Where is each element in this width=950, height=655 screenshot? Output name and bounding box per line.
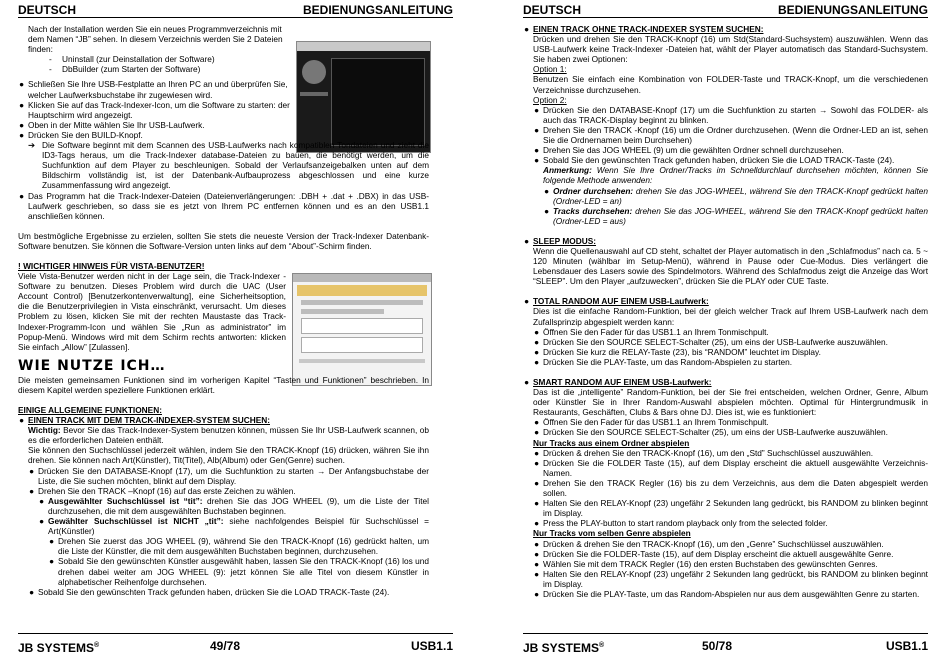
smart-random-title: SMART RANDOM AUF EINEM USB-Laufwerk: bbox=[533, 377, 712, 387]
page-body: ● EINEN TRACK OHNE TRACK-INDEXER SYSTEM SUCHEN: Drücken und drehen Sie den TRACK-Knopf (16) um Std(Standard-Suchsystem) auszuwählen. Wenn das USB-Laufwerk keine Track-Indexer -Dateien hat, wählt der Player automatisch das Standard-Suchsystem. Sie haben zwei Optionen: Option 1: Benutzen Sie einfach eine Kombination von FOLDER-Taste und TRACK-Knopf, um die verschiedenen Verzeichnisse durchzusehen. Option 2: ● Drücken Sie den DATABASE-Knopf (17) um die Suchfunktion zu starten → Sowohl das FOLDER- als auch das TRACK-Display beginnt zu blinken. ● Drehen Sie den TRACK -Knopf (16) um die Ordner durchzusehen. (Wenn die Ordner-LED an ist, sehen Sie die Ordnernamen beim Durchsehen) ● Drehen Sie das JOG WHEEL (9) um die gewählten Ordner schnell durchzusehen. ● Sobald Sie den gewünschten Track gefunden haben, drücken Sie die LOAD TRACK-Taste (24). Anmerkung: Wenn Sie Ihre Ordner/Tracks im Schnelldurchlauf durchsehen möchten, können Sie folgende Methode anwenden: ● Ordner durchsehen: drehen Sie das JOG-WHEEL, während Sie den TRACK-Knopf gedrückt halten (Ordner-LED = an) ● Tracks durchsehen: drehen Sie das JOG-WHEEL, während Sie den TRACK-Knopf gedrückt halten (Ordner-LED = aus) ● SLEEP MODUS: Wenn die Quellenauswahl auf CD steht, schaltet der Player automatisch in den „Schlafmodus” nach ca. 5 ~ 120 Minuten (wählbar im Setup-Menü), während in Pause oder Cue-Modus. Dies verlängert die Lebensdauer des Lasers sowie des Spindelmotors. Während des Schlafmodus zeigt die Anzeige das Wort “SLEEP”. Um den Player „aufzuwecken”, drücken Sie die PLAY oder CUE Taste. ● TOTAL RANDOM AUF EINEM USB-Laufwerk: Dies ist die einfache Random-Funktion, bei der gleich welcher Track auf Ihrem USB-Laufwerk nach dem Zufallsprinzip abgespielt werden kann: ● Öffnen Sie den Fader für das USB1.1 an Ihrem Tonmischpult. ● Drücken Sie den SOURCE SELECT-Schalter (25), um eins der USB-Laufwerke auszuwählen. ● Drücken Sie kurz die RELAY-Taste (23), bis “RANDOM” leuchtet im Display. ● Drücken Sie die PLAY-Taste, um das Random-Abspielen zu starten. ● SMART RANDOM AUF EINEM USB-Laufwerk: Das ist die „intelligente” Random-Funktion, bei der Sie frei entscheiden, welchen Ordner, Genre, Album oder Künstler Sie in Ihrer Random-Auswahl abspielen möchten. Optimal für Hintergrundmusik in Restaurants, Geschäften, Clubs & Bars ohne DJ. Dies ist, wie es funktioniert: ● Öffnen Sie den Fader für das USB1.1 an Ihrem Tonmischpult. ● Drücken Sie den SOURCE SELECT-Schalter (25), um eins der USB-Laufwerke auszuwählen. Nur Tracks aus einem Ordner abspielen ● Drücken & drehen Sie den TRACK-Knopf (16), um den „Std” Suchschlüssel auszuwählen. ● Drücken Sie die FOLDER Taste (15), auf dem Display erscheint die aktuell ausgewählte Verzeichnis-Namen. ● Drehen Sie den TRACK Regler (16) bis zu dem Verzeichnis, aus dem die Daten abgespielt werden sollen. ● Halten Sie den RELAY-Knopf (23) ungefähr 2 Sekunden lang gedrückt, bis RANDOM zu blinken beginnt im Display. ● Press the PLAY-button to start random playback only from the selected folder. Nur Tracks vom selben Genre abspielen ● Drücken & drehen Sie den TRACK-Knopf (16), um den „Genre” Suchschlüssel auszuwählen. ● Drücken Sie die FOLDER-Taste (15), auf dem Display erscheint die aktuell ausgewählte Genre. ● Wählen Sie mit dem TRACK Regler (16) den ersten Buchstaben des gewünschten Genres. ● Halten Sie den RELAY-Knopf (23) ungefähr 2 Sekunden lang gedrückt, bis RANDOM zu blinken beginnt im Display. ● Drücken Sie die PLAY-Taste, um das Random-Abspielen nur aus dem ausgewählten Genre zu starten. bbox=[524, 24, 928, 599]
search-step: Drücken Sie den DATABASE-Knopf (17), um die Suchfunktion zu starten → Der Anfangsbuchstabe der Liste, die Sie suchen möchten, blinkt auf dem Display. bbox=[38, 465, 429, 486]
search-step: Drehen Sie den TRACK –Knopf (16) auf das erste Zeichen zu wählen. bbox=[38, 485, 296, 496]
intro-list-item: Uninstall (zur Deinstallation der Software) bbox=[62, 54, 215, 65]
genre-random-step: Drücken Sie die PLAY-Taste, um das Random-Abspielen nur aus dem ausgewählten Genre zu starten. bbox=[543, 588, 920, 599]
track-indexer-search-title: EINEN TRACK MIT DEM TRACK-INDEXER-SYSTEM SUCHEN: bbox=[28, 415, 270, 426]
total-random-title: TOTAL RANDOM AUF EINEM USB-Laufwerk: bbox=[533, 296, 709, 307]
step-item: Schließen Sie Ihre USB-Festplatte an Ihren PC an und überprüfen Sie, welcher Laufwerksbuchstabe ihr zugewiesen wird. bbox=[28, 79, 288, 100]
total-random-step: Öffnen Sie den Fader für das USB1.1 an Ihrem Tonmischpult. bbox=[543, 326, 769, 337]
important-text: Bevor Sie das Track-Indexer-System benutzen können, müssen Sie Ihr USB-Laufwerk scannen, ob es die erforderlichen Dateien enthält. bbox=[28, 425, 429, 446]
option2-step: Drehen Sie den TRACK -Knopf (16) um die Ordner durchzusehen. (Wenn die Ordner-LED an ist, sehen Sie die Ordnernamen beim Durchsehen) bbox=[543, 124, 928, 146]
search-key-other-text: siehe nachfolgendes Beispiel für Suchschlüssel = Art(Künstler) bbox=[48, 516, 429, 537]
footer-brand: JB SYSTEMS® bbox=[18, 641, 100, 655]
sleep-mode-title: SLEEP MODUS: bbox=[533, 235, 597, 246]
header-manual-title: BEDIENUNGSANLEITUNG bbox=[302, 3, 453, 17]
footer-rule bbox=[18, 633, 453, 634]
folder-random-step: Halten Sie den RELAY-Knopf (23) ungefähr 2 Sekunden lang gedrückt, bis RANDOM zu blinken beginnt im Display. bbox=[543, 498, 928, 519]
important-label: Wichtig: bbox=[28, 425, 61, 436]
total-random-step: Drücken Sie die PLAY-Taste, um das Random-Abspielen zu starten. bbox=[543, 356, 793, 367]
build-note: Die Software beginnt mit dem Scannen des USB-Laufwerks nach kompatiblen Tondateien und zieht die ID3-Tags heraus, um die Track-Indexer database-Dateien zu bauen, die benötigt werden, um die Suchfunktion auf dem Player zu beschleunigen. Sobald der Verlaufsanzeigebalken unten auf dem Bildschirm vollständig ist, ist der Datenbank-Aufbauprozess abgeschlossen und eine kurze Zusammenfassung wird angezeigt. bbox=[42, 140, 429, 191]
best-results-paragraph: Um bestmögliche Ergebnisse zu erzielen, sollten Sie stets die neueste Version der Track-Indexer Datenbank-Software benutzen. Sie können die Software-Version unten links auf dem “About”-Schirm finden. bbox=[18, 230, 429, 251]
smart-random-text: Das ist die „intelligente” Random-Funktion, bei der Sie frei entscheiden, welchen Ordner, Genre, Album oder Künstler Sie in Ihrer Random-Auswahl abspielen möchten. Optimal für Hintergrundmusik in Restaurants, Geschäften, Clubs & Bars ohne DJ. Dies ist, wie es funktioniert: bbox=[533, 387, 928, 418]
header-language: DEUTSCH bbox=[523, 3, 582, 17]
vista-warning-text: Viele Vista-Benutzer werden nicht in der Lage sein, die Track-Indexer - Software zu benutzen. Dieses Problem wird durch die UAC (User Account Control) [Benutzerkontenverwaltung], eine Sicherheitsoption, die die Benutzerprivilegien in Vista einschränkt, verursacht. Um dieses Problem zu lösen, klicken Sie mit der rechten Maustaste das Track-Indexer-Programm-Icon und wählen Sie „Run as administrator” im Popup-Menü. Windows wird mit dem Schirm rechts antworten: klicken Sie einfach „Allow” [Zulassen]. bbox=[18, 271, 286, 352]
page-49 bbox=[0, 0, 475, 654]
option2-step: Drücken Sie den DATABASE-Knopf (17) um die Suchfunktion zu starten → Sowohl das FOLDER- als auch das TRACK-Display beginnt zu blinken. bbox=[543, 104, 928, 125]
step-item: Oben in der Mitte wählen Sie Ihr USB-Laufwerk. bbox=[28, 119, 205, 130]
smart-random-step: Drücken Sie den SOURCE SELECT-Schalter (25), um eins der USB-Laufwerke auszuwählen. bbox=[543, 427, 888, 438]
footer-rule bbox=[523, 633, 928, 634]
search-key-other-label: Gewählter Suchschlüssel ist NICHT „tit”: bbox=[48, 516, 224, 527]
option1-label: Option 1: bbox=[533, 64, 567, 75]
footer-model: USB1.1 bbox=[410, 639, 453, 653]
genre-random-step: Halten Sie den RELAY-Knopf (23) ungefähr 2 Sekunden lang gedrückt, bis RANDOM zu blinken beginnt im Display. bbox=[543, 568, 928, 589]
step-item: Drücken Sie den BUILD-Knopf. bbox=[28, 129, 143, 140]
header-rule bbox=[18, 17, 453, 18]
step-item: Klicken Sie auf das Track-Indexer-Icon, um die Software zu starten: der Hauptschirm wird angezeigt. bbox=[28, 99, 290, 120]
folder-random-step: Drehen Sie den TRACK Regler (16) bis zu dem Verzeichnis, aus dem die Daten abgespielt werden sollen. bbox=[543, 477, 928, 499]
standard-search-text: Drücken und drehen Sie den TRACK-Knopf (16) um Std(Standard-Suchsystem) auszuwählen. Wenn das USB-Laufwerk keine Track-Indexer -Dateien hat, wählt der Player automatisch das Standard-Suchsystem. Sie haben zwei Optionen: bbox=[533, 34, 928, 65]
header-language: DEUTSCH bbox=[18, 3, 77, 17]
page-body: Nach der Installation werden Sie ein neues Programmverzeichnis mit dem Namen “JB” sehen. In diesem Verzeichnis werden Sie 2 Dateien finden: - Uninstall (zur Deinstallation der Software) - DbBuilder (zum Starten der Software) ● Schließen Sie Ihre USB-Festplatte an Ihren PC an und überprüfen Sie, welcher Laufwerksbuchstabe ihr zugewiesen wird. ● Klicken Sie auf das Track-Indexer-Icon, um die Software zu starten: der Hauptschirm wird angezeigt. ● Oben in der Mitte wählen Sie Ihr USB-Laufwerk. ● Drücken Sie den BUILD-Knopf. ➔ Die Software beginnt mit dem Scannen des USB-Laufwerks nach kompatiblen Tondateien und zieht die ID3-Tags heraus, um die Track-Indexer database-Dateien zu bauen, die benötigt werden, um die Suchfunktion auf dem Player zu beschleunigen. Sobald der Verlaufsanzeigebalken unten auf dem Bildschirm vollständig ist, ist der Datenbank-Aufbauprozess abgeschlossen und eine kurze Zusammenfassung wird angezeigt. ● Das Programm hat die Track-Indexer-Dateien (Dateienverlängerungen: .DBH + .dat + .DBX) in das USB-Laufwerk geschrieben, so dass sie es jetzt von Ihrem PC entfernen können und es an den USB1.1 anschließen können. Um bestmögliche Ergebnisse zu erzielen, sollten Sie stets die neueste Version der Track-Indexer Datenbank-Software benutzen. Sie können die Software-Version unten links auf dem “About”-Schirm finden. ! WICHTIGER HINWEIS FÜR VISTA-BENUTZER! Viele Vista-Benutzer werden nicht in der Lage sein, die Track-Indexer - Software zu benutzen. Dieses Problem wird durch die UAC (User Account Control) [Benutzerkontenverwaltung], eine Sicherheitsoption, die die Benutzerprivilegien in Vista einschränkt, verursacht. Um dieses Problem zu lösen, klicken Sie mit der rechten Maustaste das Track-Indexer-Programm-Icon und wählen Sie „Run as administrator” im Popup-Menü. Windows wird mit dem Schirm rechts antworten: klicken Sie einfach „Allow” [Zulassen]. WIE NUTZE ICH… Die meisten gemeinsamen Funktionen sind im vorherigen Kapitel “Tasten und Funktionen” beschrieben. In diesem Kapitel werden speziellere Funktionen erklärt. EINIGE ALLGEMEINE FUNKTIONEN: ● EINEN TRACK MIT DEM TRACK-INDEXER-SYSTEM SUCHEN: Wichtig: Bevor Sie das Track-Indexer-System benutzen können, müssen Sie Ihr USB-Laufwerk scannen, ob es die erforderlichen Dateien enthält. Sie können den Suchschlüssel jederzeit wählen, indem Sie den TRACK-Knopf (16) drücken, währen Sie ihn drehen. Sie können nach Art(Künstler), Tit(Titel), Alb(Album) oder Gen(Genre) suchen. ● Drücken Sie den DATABASE-Knopf (17), um die Suchfunktion zu starten → Der Anfangsbuchstabe der Liste, die Sie suchen möchten, blinkt auf dem Display. ● Drehen Sie den TRACK –Knopf (16) auf das erste Zeichen zu wählen. ● Ausgewählter Suchschlüssel ist “tit”: drehen Sie das JOG WHEEL (9), um die Liste der Titel durchzusehen, die mit dem ausgewählten Buchstaben beginnen. ● Gewählter Suchschlüssel ist NICHT „tit”: siehe nachfolgendes Beispiel für Suchschlüssel = Art(Künstler) ● Drehen Sie zuerst das JOG WHEEL (9), während Sie den TRACK-Knopf (16) gedrückt halten, um die Liste der Künstler, die mit dem ausgewählten Buchstaben beginnen, durchzusehen. ● Sobald Sie den gewünschten Künstler ausgewählt haben, lassen Sie den TRACK-Knopf (16) los und drehen dabei weiter am JOG WHEEL (9): jetzt können Sie alle Titel von diesem Künstler in alphabetischer Reihenfolge durchsehen. ● Sobald Sie den gewünschten Track gefunden haben, drücken Sie die LOAD TRACK-Taste (24). bbox=[18, 24, 429, 597]
folder-random-subtitle: Nur Tracks aus einem Ordner abspielen bbox=[533, 437, 690, 448]
vista-warning-title: ! WICHTIGER HINWEIS FÜR VISTA-BENUTZER! bbox=[18, 260, 205, 271]
genre-random-step: Wählen Sie mit dem TRACK Regler (16) den ersten Buchstaben des gewünschten Genres. bbox=[543, 558, 878, 569]
folder-random-step: Drücken & drehen Sie den TRACK-Knopf (16), um den „Std” Suchschlüssel auszuwählen. bbox=[543, 447, 874, 458]
page-50 bbox=[475, 0, 950, 654]
artist-step: Drehen Sie zuerst das JOG WHEEL (9), während Sie den TRACK-Knopf (16) gedrückt halten, um die Liste der Künstler, die mit dem ausgewählten Buchstaben beginnen, durchzusehen. bbox=[58, 536, 429, 557]
remark-label: Anmerkung: bbox=[543, 165, 592, 176]
search-key-tit-label: Ausgewählter Suchschlüssel ist “tit”: bbox=[48, 495, 203, 506]
search-key-paragraph: Sie können den Suchschlüssel jederzeit wählen, indem Sie den TRACK-Knopf (16) drücken, währen Sie ihn drehen. Sie können nach Art(Künstler), Tit(Titel), Alb(Album) oder Gen(Genre) suchen. bbox=[28, 445, 429, 466]
intro-paragraph: Nach der Installation werden Sie ein neues Programmverzeichnis mit dem Namen “JB” sehen. In diesem Verzeichnis werden Sie 2 Dateien finden: bbox=[28, 24, 283, 55]
general-functions-title: EINIGE ALLGEMEINE FUNKTIONEN: bbox=[18, 405, 162, 415]
option2-label: Option 2: bbox=[533, 94, 567, 105]
remark-text: Wenn Sie Ihre Ordner/Tracks im Schnelldurchlauf durchsehen möchten, können Sie folgende Methode anwenden: bbox=[543, 165, 928, 186]
option1-text: Benutzen Sie einfach eine Kombination von FOLDER-Taste und TRACK-Knopf, um die verschiedenen Verzeichnisse durchzusehen. bbox=[533, 74, 928, 95]
total-random-step: Drücken Sie den SOURCE SELECT-Schalter (25), um eins der USB-Laufwerke auszuwählen. bbox=[543, 336, 888, 347]
section-title: WIE NUTZE ICH… bbox=[18, 357, 166, 374]
remark-folders-text: drehen Sie das JOG-WHEEL, während Sie den TRACK-Knopf gedrückt halten (Ordner-LED = an) bbox=[553, 185, 928, 206]
total-random-step: Drücken Sie kurz die RELAY-Taste (23), bis “RANDOM” leuchtet im Display. bbox=[543, 346, 821, 357]
remark-folders-label: Ordner durchsehen: bbox=[553, 185, 634, 196]
smart-random-step: Öffnen Sie den Fader für das USB1.1 an Ihrem Tonmischpult. bbox=[543, 417, 769, 428]
genre-random-step: Drücken & drehen Sie den TRACK-Knopf (16), um den „Genre” Suchschlüssel auszuwählen. bbox=[543, 538, 884, 549]
genre-random-subtitle: Nur Tracks vom selben Genre abspielen bbox=[533, 528, 691, 539]
genre-random-step: Drücken Sie die FOLDER-Taste (15), auf dem Display erscheint die aktuell ausgewählte Genre. bbox=[543, 548, 894, 559]
footer-page-number: 50/78 bbox=[702, 639, 733, 653]
folder-random-step: Drücken Sie die FOLDER Taste (15), auf dem Display erscheint die aktuell ausgewählte Verzeichnis-Namen. bbox=[543, 457, 928, 478]
step-item: Das Programm hat die Track-Indexer-Dateien (Dateienverlängerungen: .DBH + .dat + .DBX) in das USB-Laufwerk geschrieben, so dass sie es jetzt von Ihrem PC entfernen können und es an den USB1.1 anschließen können. bbox=[28, 190, 429, 221]
header-manual-title: BEDIENUNGSANLEITUNG bbox=[777, 3, 928, 17]
sleep-mode-text: Wenn die Quellenauswahl auf CD steht, schaltet der Player automatisch in den „Schlafmodus” nach ca. 5 ~ 120 Minuten (wählbar im Setup-Menü), während in Pause oder Cue-Modus. Dies verlängert die Lebensdauer des Lasers sowie des Spindelmotors. Während des Schlafmodus zeigt die Anzeige das Wort “SLEEP”. Um den Player „aufzuwecken”, drücken Sie die PLAY oder CUE Taste. bbox=[533, 245, 928, 287]
remark-tracks-text: drehen Sie das JOG-WHEEL, während Sie den TRACK-Knopf gedrückt halten (Ordner-LED = aus) bbox=[553, 205, 928, 226]
footer-page-number: 49/78 bbox=[210, 639, 241, 653]
search-step: Sobald Sie den gewünschten Track gefunden haben, drücken Sie die LOAD TRACK-Taste (24). bbox=[38, 586, 390, 597]
artist-step: Sobald Sie den gewünschten Künstler ausgewählt haben, lassen Sie den TRACK-Knopf (16) los und drehen dabei weiter am JOG WHEEL (9): jetzt können Sie alle Titel von diesem Künstler in alphabetischer Reihenfolge durchsehen. bbox=[58, 556, 429, 587]
option2-step: Drehen Sie das JOG WHEEL (9) um die gewählten Ordner schnell durchzusehen. bbox=[543, 145, 844, 156]
total-random-text: Dies ist die einfache Random-Funktion, bei der gleich welcher Track auf Ihrem USB-Laufwerk nach dem Zufallsprinzip abgespielt werden kann: bbox=[533, 306, 928, 327]
option2-step: Sobald Sie den gewünschten Track gefunden haben, drücken Sie die LOAD TRACK-Taste (24). bbox=[543, 155, 895, 166]
folder-random-step: Press the PLAY-button to start random playback only from the selected folder. bbox=[543, 518, 828, 529]
section-intro: Die meisten gemeinsamen Funktionen sind im vorherigen Kapitel “Tasten und Funktionen” beschrieben. In diesem Kapitel werden speziellere Funktionen erklärt. bbox=[18, 374, 429, 395]
search-key-tit-text: drehen Sie das JOG WHEEL (9), um die Liste der Titel durchzusehen, die mit dem ausgewählten Buchstaben beginnen. bbox=[48, 495, 429, 516]
footer-model: USB1.1 bbox=[885, 639, 928, 653]
header-rule bbox=[523, 17, 928, 18]
standard-search-title: EINEN TRACK OHNE TRACK-INDEXER SYSTEM SUCHEN: bbox=[533, 24, 764, 34]
footer-brand: JB SYSTEMS® bbox=[523, 641, 605, 655]
intro-list-item: DbBuilder (zum Starten der Software) bbox=[62, 64, 201, 75]
remark-tracks-label: Tracks durchsehen: bbox=[553, 205, 633, 216]
